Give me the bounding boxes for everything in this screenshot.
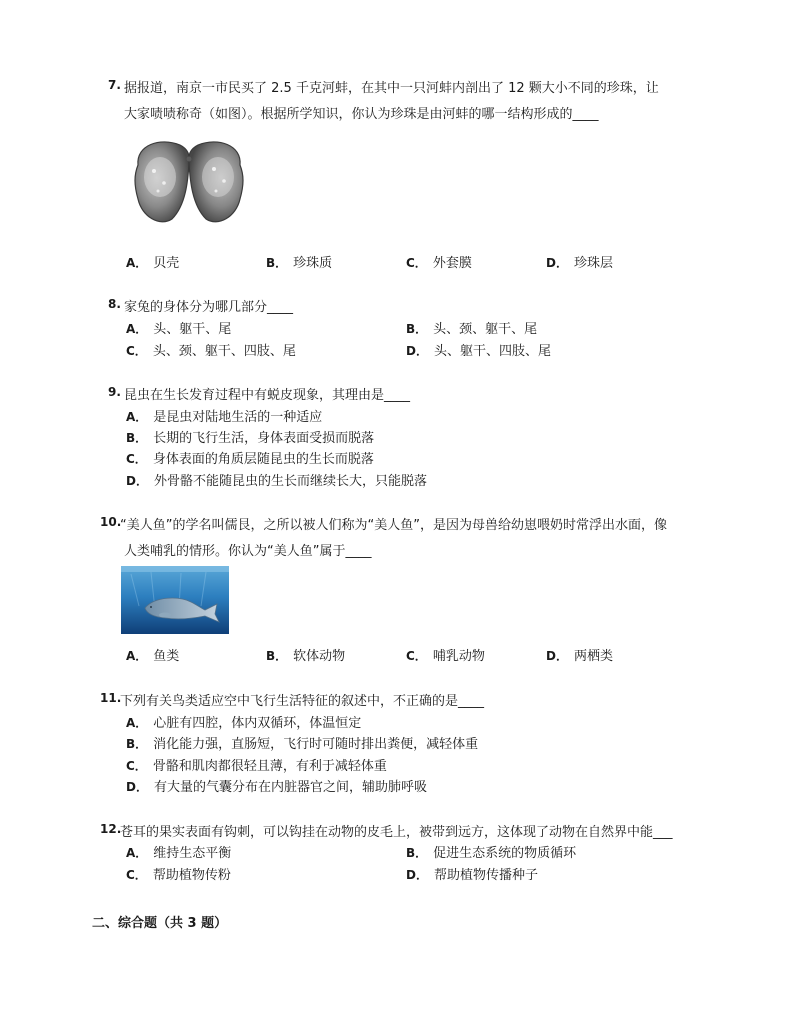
dugong-image [121,566,229,634]
question-number: 12. [100,822,122,836]
question-number: 11. [100,691,122,705]
option-c[interactable]: C． 外套膜 [406,256,472,271]
question-number: 9. [108,385,121,399]
option-d[interactable]: D． 两栖类 [546,649,613,664]
question-text: 下列有关鸟类适应空中飞行生活特征的叙述中，不正确的是____ [120,694,485,709]
option-a[interactable]: A． 是昆虫对陆地生活的一种适应 [126,410,323,425]
option-a[interactable]: A． 心脏有四腔，体内双循环，体温恒定 [126,716,362,731]
option-d[interactable]: D． 外骨骼不能随昆虫的生长而继续长大，只能脱落 [126,474,427,489]
question-text: 人类哺乳的情形。你认为“美人鱼”属于____ [124,544,372,559]
option-c[interactable]: C． 哺乳动物 [406,649,485,664]
option-c[interactable]: C． 骨骼和肌肉都很轻且薄，有利于减轻体重 [126,759,387,774]
question-text: 大家啧啧称奇（如图）。根据所学知识，你认为珍珠是由河蚌的哪一结构形成的____ [124,107,599,122]
section-title: 二、综合题（共 3 题） [92,916,228,931]
option-c[interactable]: C． 头、颈、躯干、四肢、尾 [126,344,296,359]
option-d[interactable]: D． 珍珠层 [546,256,613,271]
clam-image [130,135,248,227]
question-number: 7. [108,78,121,92]
option-b[interactable]: B． 消化能力强，直肠短，飞行时可随时排出粪便，减轻体重 [126,737,479,752]
option-d[interactable]: D． 帮助植物传播种子 [406,868,538,883]
option-b[interactable]: B． 促进生态系统的物质循环 [406,846,577,861]
option-a[interactable]: A． 维持生态平衡 [126,846,232,861]
clam-photo [130,135,248,227]
question-text: 苍耳的果实表面有钩刺，可以钩挂在动物的皮毛上，被带到远方，这体现了动物在自然界中能___ [120,825,673,840]
option-d[interactable]: D． 头、躯干、四肢、尾 [406,344,551,359]
option-a[interactable]: A． 贝壳 [126,256,180,271]
option-b[interactable]: B． 头、颈、躯干、尾 [406,322,538,337]
question-text: 昆虫在生长发育过程中有蜕皮现象，其理由是____ [124,388,411,403]
question-number: 10. [100,515,122,529]
option-c[interactable]: C． 身体表面的角质层随昆虫的生长而脱落 [126,452,374,467]
option-a[interactable]: A． 头、躯干、尾 [126,322,232,337]
dugong-photo [121,566,229,634]
question-text: 据报道，南京一市民买了 2.5 千克河蚌，在其中一只河蚌内剖出了 12 颗大小不同的珍珠，让 [124,81,659,96]
option-c[interactable]: C． 帮助植物传粉 [126,868,231,883]
question-text: 家兔的身体分为哪几部分____ [124,300,294,315]
question-text: “美人鱼”的学名叫儒艮，之所以被人们称为“美人鱼”，是因为母兽给幼崽喂奶时常浮出水面，像 [120,518,667,533]
option-a[interactable]: A． 鱼类 [126,649,180,664]
option-b[interactable]: B． 长期的飞行生活，身体表面受损而脱落 [126,431,375,446]
question-number: 8. [108,297,121,311]
option-d[interactable]: D． 有大量的气囊分布在内脏器官之间，辅助肺呼吸 [126,780,427,795]
option-b[interactable]: B． 珍珠质 [266,256,333,271]
option-b[interactable]: B． 软体动物 [266,649,346,664]
